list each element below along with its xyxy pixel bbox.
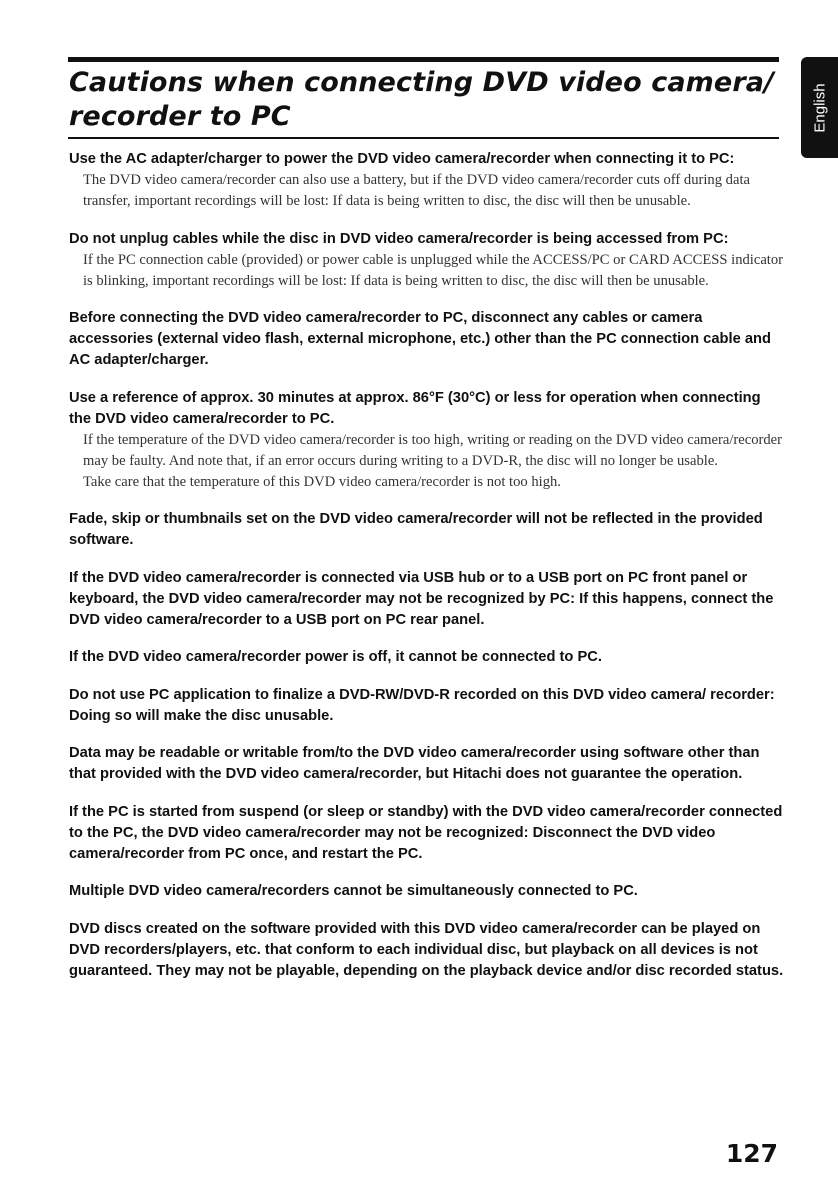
caution-body: The DVD video camera/recorder can also use a battery, but if the DVD video camera/recorder cuts off during data transfer, important recordings will be lost: If data is being written to disc, the disc will then be unusable. bbox=[83, 172, 750, 209]
caution-item bbox=[69, 685, 785, 727]
caution-heading: Data may be readable or writable from/to the DVD video camera/recorder using software other than that provided with the DVD video camera/recorder, but Hitachi does not guarantee the operation. bbox=[69, 745, 760, 782]
title-top-rule bbox=[68, 57, 779, 62]
caution-body: If the PC connection cable (provided) or power cable is unplugged while the ACCESS/PC or CARD ACCESS indicator is blinking, important recordings will be lost: If data is being written to disc, the disc will then be unusable. bbox=[83, 251, 784, 289]
caution-item bbox=[69, 308, 785, 371]
caution-heading: Do not unplug cables while the disc in DVD video camera/recorder is being accessed from PC: bbox=[69, 230, 729, 247]
caution-item bbox=[69, 743, 785, 785]
caution-heading: Multiple DVD video camera/recorders cannot be simultaneously connected to PC. bbox=[69, 883, 638, 899]
caution-heading: If the DVD video camera/recorder is connected via USB hub or to a USB port on PC front panel or keyboard, the DVD video camera/recorder may not be recognized by PC: If this happens, connect the DVD video camera/recorder to a USB port on PC rear panel. bbox=[69, 569, 774, 628]
caution-item bbox=[69, 919, 785, 982]
caution-item bbox=[69, 647, 785, 668]
caution-item bbox=[69, 881, 785, 902]
caution-item bbox=[69, 388, 785, 493]
caution-heading: Do not use PC application to finalize a DVD-RW/DVD-R recorded on this DVD video camera/ recorder: Doing so will make the disc unusable. bbox=[69, 686, 775, 724]
caution-heading: Fade, skip or thumbnails set on the DVD video camera/recorder will not be reflected in the provided software. bbox=[69, 511, 763, 548]
caution-item bbox=[69, 149, 785, 212]
caution-item bbox=[69, 802, 785, 865]
caution-item bbox=[69, 509, 785, 551]
caution-item bbox=[69, 568, 785, 631]
caution-body: If the temperature of the DVD video camera/recorder is too high, writing or reading on the DVD video camera/recorder may be faulty. And note that, if an error occurs during writing to a DVD-R, the disc will no longer be usable. bbox=[83, 431, 783, 469]
page-title: Cautions when connecting DVD video camera/ recorder to PC bbox=[69, 67, 775, 132]
language-tab-label: English bbox=[811, 82, 828, 133]
caution-heading: Before connecting the DVD video camera/recorder to PC, disconnect any cables or camera accessories (external video flash, external microphone, etc.) other than the PC connection cable and AC adapter/charger. bbox=[69, 310, 771, 368]
caution-heading: If the DVD video camera/recorder power is off, it cannot be connected to PC. bbox=[69, 649, 602, 665]
caution-item bbox=[69, 229, 785, 292]
caution-heading: If the PC is started from suspend (or sleep or standby) with the DVD video camera/recorder connected to the PC, the DVD video camera/recorder may not be recognized: Disconnect the DVD video camera/recorder from PC once, and restart the PC. bbox=[69, 803, 783, 862]
caution-body: Take care that the temperature of this DVD video camera/recorder is not too high. bbox=[83, 473, 561, 490]
caution-heading: Use the AC adapter/charger to power the DVD video camera/recorder when connecting it to PC: bbox=[69, 151, 735, 167]
cautions-list bbox=[69, 149, 785, 998]
page-number: 127 bbox=[725, 1139, 778, 1168]
caution-heading: DVD discs created on the software provided with this DVD video camera/recorder can be played on DVD recorders/players, etc. that conform to each individual disc, but playback on all devices is not guaranteed. They may not be playable, depending on the playback device and/or disc recorded status. bbox=[69, 920, 784, 979]
title-bottom-rule bbox=[68, 137, 779, 139]
caution-heading: Use a reference of approx. 30 minutes at approx. 86°F (30°C) or less for operation when connecting the DVD video camera/recorder to PC. bbox=[69, 389, 761, 427]
language-tab bbox=[801, 57, 838, 158]
